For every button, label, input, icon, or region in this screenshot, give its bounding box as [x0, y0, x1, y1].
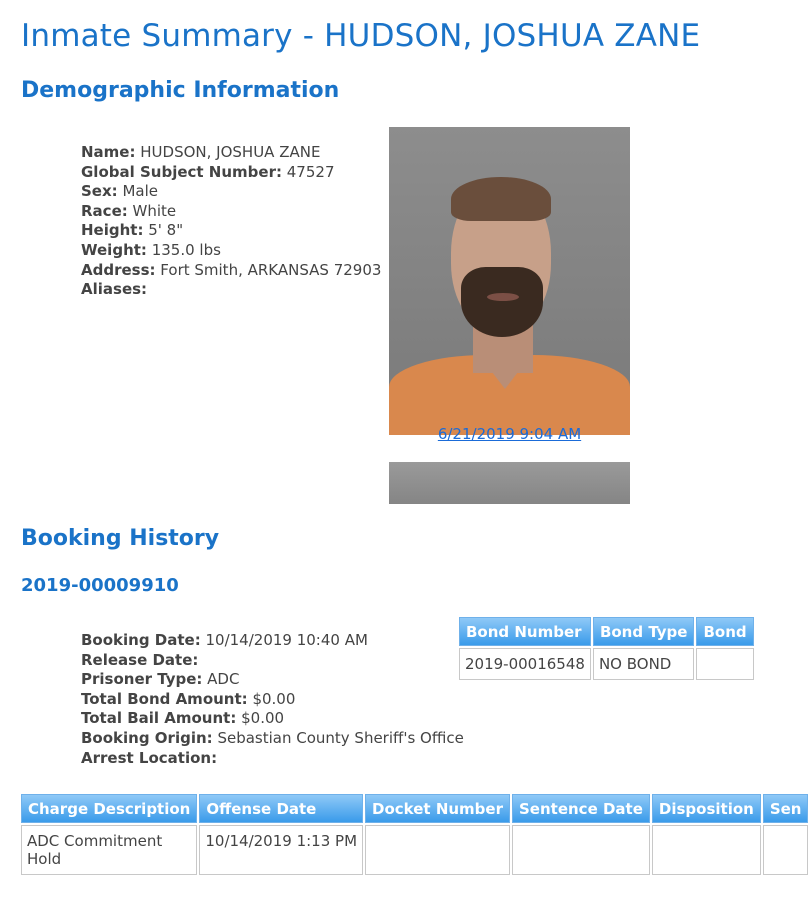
- bond-extra-header: Bond: [696, 617, 753, 646]
- weight-value: 135.0 lbs: [151, 240, 221, 259]
- total-bond-label: Total Bond Amount:: [81, 689, 248, 708]
- second-mugshot-photo[interactable]: [389, 462, 630, 504]
- race-value: White: [132, 201, 177, 220]
- weight-label: Weight:: [81, 240, 147, 259]
- docket-number-header: Docket Number: [365, 794, 510, 823]
- aliases-label: Aliases:: [81, 280, 148, 299]
- demographic-heading: Demographic Information: [21, 78, 340, 103]
- prisoner-type-value: ADC: [207, 670, 240, 689]
- bond-type-cell: NO BOND: [593, 648, 695, 680]
- address-value: Fort Smith, ARKANSAS 72903: [160, 260, 382, 279]
- address-label: Address:: [81, 260, 156, 279]
- arrest-location-label: Arrest Location:: [81, 748, 218, 767]
- table-row: [459, 648, 754, 680]
- release-date-label: Release Date:: [81, 650, 199, 669]
- sex-label: Sex:: [81, 182, 118, 201]
- booking-history-heading: Booking History: [21, 526, 220, 551]
- table-row: [21, 825, 808, 875]
- gsn-label: Global Subject Number:: [81, 162, 282, 181]
- name-value: HUDSON, JOSHUA ZANE: [140, 143, 321, 161]
- sex-value: Male: [122, 182, 158, 201]
- demographic-details: [81, 143, 381, 300]
- total-bond-value: $0.00: [252, 689, 296, 708]
- booking-origin-label: Booking Origin:: [81, 728, 213, 747]
- booking-number[interactable]: 2019-00009910: [21, 575, 179, 596]
- photo-collar: [479, 355, 531, 389]
- height-value: 5' 8": [148, 221, 184, 240]
- height-label: Height:: [81, 221, 144, 240]
- prisoner-type-label: Prisoner Type:: [81, 670, 203, 689]
- sentence-cell: [763, 825, 809, 875]
- charge-description-header: Charge Description: [21, 794, 197, 823]
- booking-details: [81, 631, 464, 768]
- offense-date-header: Offense Date: [199, 794, 363, 823]
- sentence-date-header: Sentence Date: [512, 794, 650, 823]
- bond-number-cell: 2019-00016548: [459, 648, 591, 680]
- page-title: Inmate Summary - HUDSON, JOSHUA ZANE: [21, 18, 701, 54]
- disposition-header: Disposition: [652, 794, 761, 823]
- booking-origin-value: Sebastian County Sheriff's Office: [217, 728, 464, 747]
- photo-mouth: [487, 293, 519, 301]
- bond-extra-cell: [696, 648, 753, 680]
- photo-beard: [461, 267, 543, 337]
- offense-date-cell: 10/14/2019 1:13 PM: [199, 825, 363, 875]
- photo-date-link[interactable]: 6/21/2019 9:04 AM: [437, 425, 582, 443]
- bond-table-header-row: [459, 617, 754, 646]
- bond-type-header: Bond Type: [593, 617, 695, 646]
- charge-table-header-row: [21, 794, 808, 823]
- bond-number-header: Bond Number: [459, 617, 591, 646]
- disposition-cell: [652, 825, 761, 875]
- name-label: Name:: [81, 143, 136, 161]
- docket-number-cell: [365, 825, 510, 875]
- charge-description-cell: ADC Commitment Hold: [21, 825, 197, 875]
- sentence-date-cell: [512, 825, 650, 875]
- bond-table: [457, 615, 756, 682]
- gsn-value: 47527: [286, 162, 335, 181]
- booking-date-label: Booking Date:: [81, 631, 201, 649]
- charge-table: [19, 792, 810, 877]
- photo-hair: [451, 177, 551, 221]
- sentence-header: Sen: [763, 794, 809, 823]
- booking-date-value: 10/14/2019 10:40 AM: [205, 631, 368, 649]
- race-label: Race:: [81, 201, 128, 220]
- mugshot-photo[interactable]: [389, 127, 630, 424]
- total-bail-label: Total Bail Amount:: [81, 709, 237, 728]
- total-bail-value: $0.00: [241, 709, 285, 728]
